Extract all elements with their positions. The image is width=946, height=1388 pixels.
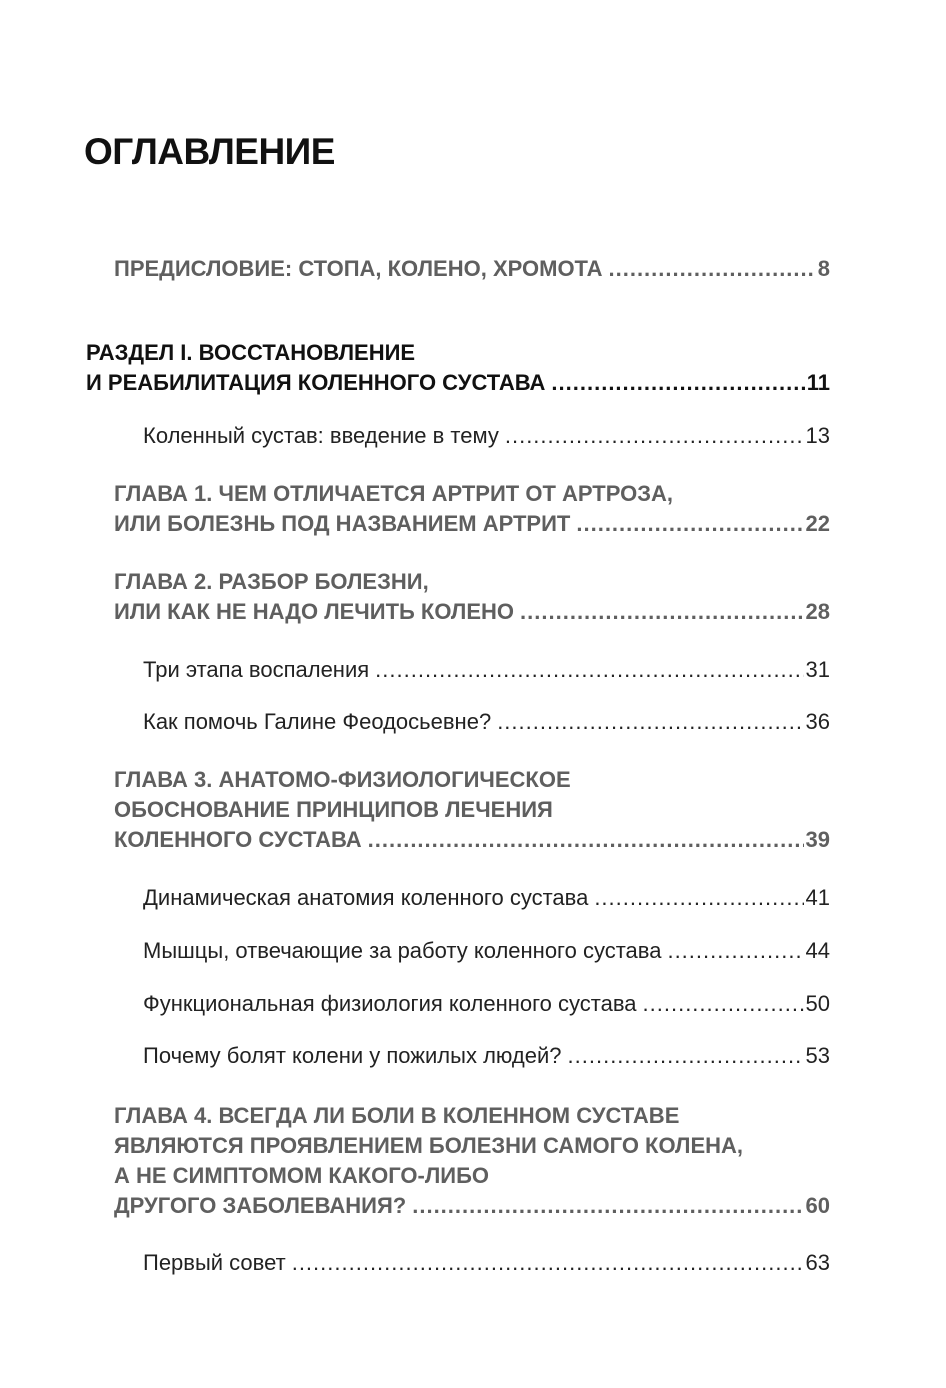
page-number: 31 [805, 657, 830, 682]
toc-entry-chapter-1[interactable] [114, 511, 830, 537]
toc-entry-title: КОЛЕННОГО СУСТАВА [114, 827, 362, 852]
toc-entry-chapter-4[interactable] [114, 1193, 830, 1219]
toc-entry-ch3-sub3[interactable] [143, 991, 830, 1017]
toc-chapter-1-line1[interactable]: ГЛАВА 1. ЧЕМ ОТЛИЧАЕТСЯ АРТРИТ ОТ АРТРОЗА, [114, 481, 673, 506]
dot-leader [609, 256, 816, 282]
toc-entry-title: Динамическая анатомия коленного сустава [143, 885, 589, 910]
toc-entry-chapter-2[interactable] [114, 599, 830, 625]
page-number: 11 [806, 370, 830, 395]
toc-entry-ch3-sub2[interactable] [143, 938, 830, 964]
toc-entry-title: И РЕАБИЛИТАЦИЯ КОЛЕННОГО СУСТАВА [86, 370, 546, 395]
page-number: 63 [805, 1250, 830, 1275]
page-number: 28 [805, 599, 830, 624]
page-number: 36 [805, 709, 830, 734]
page-number: 13 [805, 423, 830, 448]
toc-entry-title: Три этапа воспаления [143, 657, 370, 682]
toc-entry-title: Коленный сустав: введение в тему [143, 423, 499, 448]
page-number: 44 [805, 938, 830, 963]
page-number: 22 [805, 511, 830, 536]
toc-entry-chapter-3[interactable] [114, 827, 830, 853]
toc-chapter-4-line3[interactable]: А НЕ СИМПТОМОМ КАКОГО-ЛИБО [114, 1163, 490, 1188]
toc-entry-ch3-sub4[interactable] [143, 1043, 830, 1069]
toc-entry-ch4-sub1[interactable] [143, 1250, 830, 1276]
dot-leader [667, 938, 803, 964]
toc-entry-title: ИЛИ КАК НЕ НАДО ЛЕЧИТЬ КОЛЕНО [114, 599, 515, 624]
dot-leader [412, 1193, 803, 1219]
page-number: 53 [805, 1043, 830, 1068]
toc-entry-title: ДРУГОГО ЗАБОЛЕВАНИЯ? [114, 1193, 407, 1218]
toc-section-1-line1[interactable]: РАЗДЕЛ I. ВОССТАНОВЛЕНИЕ [86, 340, 416, 365]
toc-entry-ch3-sub1[interactable] [143, 885, 830, 911]
page-number: 60 [805, 1193, 830, 1218]
dot-leader [643, 991, 804, 1017]
toc-chapter-4-line1[interactable]: ГЛАВА 4. ВСЕГДА ЛИ БОЛИ В КОЛЕННОМ СУСТАВЕ [114, 1103, 680, 1128]
dot-leader [375, 657, 803, 683]
toc-entry-title: Первый совет [143, 1250, 286, 1275]
toc-entry-ch2-sub1[interactable] [143, 657, 830, 683]
page-number: 41 [805, 885, 830, 910]
toc-entry-title: Как помочь Галине Феодосьевне? [143, 709, 492, 734]
toc-chapter-2-line1[interactable]: ГЛАВА 2. РАЗБОР БОЛЕЗНИ, [114, 569, 429, 594]
page-title: ОГЛАВЛЕНИЕ [84, 131, 335, 172]
toc-entry-intro[interactable] [143, 423, 830, 449]
toc-entry-title: Почему болят колени у пожилых людей? [143, 1043, 562, 1068]
toc-entry-title: Функциональная физиология коленного сустава [143, 991, 637, 1016]
dot-leader [594, 885, 803, 911]
toc-chapter-4-line2[interactable]: ЯВЛЯЮТСЯ ПРОЯВЛЕНИЕМ БОЛЕЗНИ САМОГО КОЛЕНА, [114, 1133, 744, 1158]
toc-chapter-3-line2[interactable]: ОБОСНОВАНИЕ ПРИНЦИПОВ ЛЕЧЕНИЯ [114, 797, 553, 822]
toc-entry-title: ИЛИ БОЛЕЗНЬ ПОД НАЗВАНИЕМ АРТРИТ [114, 511, 571, 536]
toc-chapter-3-line1[interactable]: ГЛАВА 3. АНАТОМО-ФИЗИОЛОГИЧЕСКОЕ [114, 767, 571, 792]
dot-leader [551, 370, 804, 396]
toc-entry-preface[interactable] [114, 256, 830, 282]
toc-entry-title: ПРЕДИСЛОВИЕ: СТОПА, КОЛЕНО, ХРОМОТА [114, 256, 603, 281]
dot-leader [497, 709, 803, 735]
dot-leader [520, 599, 803, 625]
dot-leader [576, 511, 803, 537]
dot-leader [505, 423, 804, 449]
toc-entry-section-1[interactable] [86, 370, 830, 396]
toc-entry-title: Мышцы, отвечающие за работу коленного сустава [143, 938, 662, 963]
page-number: 8 [817, 256, 830, 281]
page-number: 50 [805, 991, 830, 1016]
toc-entry-ch2-sub2[interactable] [143, 709, 830, 735]
dot-leader [568, 1043, 804, 1069]
page-number: 39 [805, 827, 830, 852]
dot-leader [368, 827, 804, 853]
dot-leader [292, 1250, 804, 1276]
